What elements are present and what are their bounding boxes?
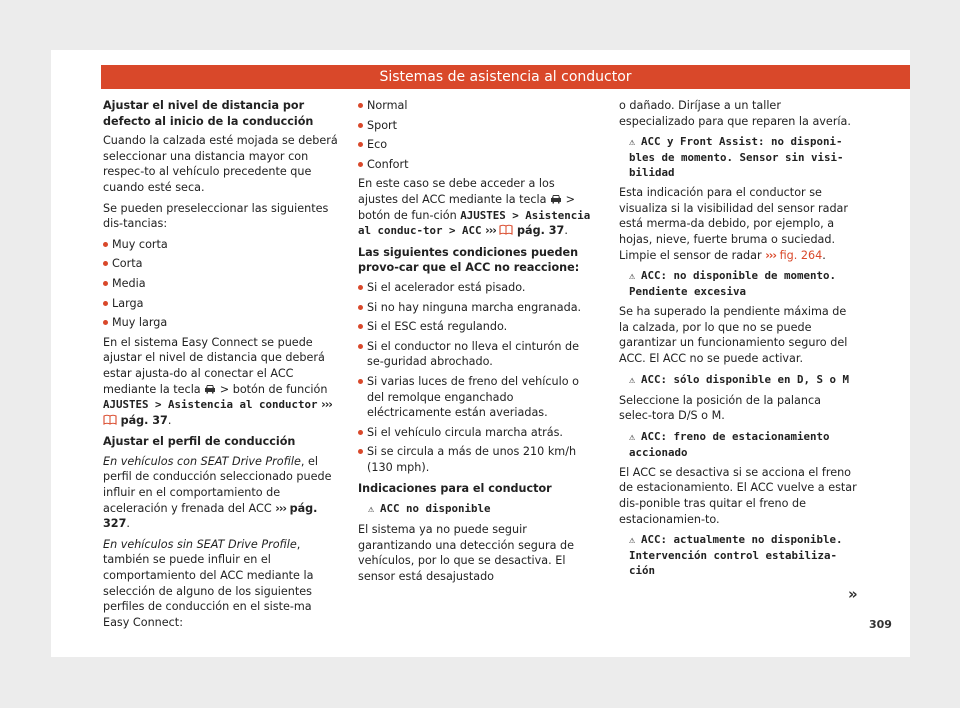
list-item: Muy corta — [103, 237, 341, 253]
menu-path: AJUSTES > Asistencia al conduc-tor > ACC — [358, 208, 591, 238]
paragraph-parking-brake: El ACC se desactiva si se acciona el freno de estacionamiento. El ACC vuelve a estar dis-ponible tras quitar el freno de estacionamien-to. — [619, 465, 857, 526]
paragraph-with-drive-profile: En vehículos con SEAT Drive Profile, el perfil de conducción seleccionado puede influir en el comportamiento de aceleración y frenada del ACC ››› pág. 327. — [103, 454, 332, 531]
column-right — [619, 98, 857, 583]
list-item: Normal — [358, 98, 596, 114]
heading-drive-profile: Ajustar el perfil de conducción — [103, 435, 296, 449]
list-item: Si se circula a más de unos 210 km/h (130 mph). — [358, 444, 596, 475]
car-icon — [550, 194, 562, 204]
column-left — [103, 98, 341, 635]
driver-message: ⚠ ACC: sólo disponible en D, S o M — [629, 372, 850, 386]
driver-message: ⚠ ACC: actualmente no disponible. Intervención control estabiliza-ción — [629, 533, 843, 578]
car-icon — [204, 384, 216, 394]
heading-default-distance: Ajustar el nivel de distancia por defecto al inicio de la conducción — [103, 99, 314, 128]
driver-message: ⚠ ACC: no disponible de momento. Pendiente excesiva — [629, 269, 837, 299]
manual-page — [51, 50, 910, 657]
page-number: 309 — [869, 618, 892, 631]
vehicle-message-icon: ⚠ — [629, 137, 636, 149]
list-item: Media — [103, 276, 341, 292]
list-item: Sport — [358, 118, 596, 134]
paragraph-selector-lever: Seleccione la posición de la palanca selec-tora D/S o M. — [619, 393, 821, 423]
manual-book-icon — [499, 224, 513, 235]
list-item: Si varias luces de freno del vehículo o del remolque enganchado eléctricamente están averiadas. — [358, 374, 596, 421]
paragraph-wet-road: Cuando la calzada esté mojada se deberá seleccionar una distancia mayor con respec-to al vehículo precedente que cuando esté seca. — [103, 134, 338, 194]
list-item: Corta — [103, 256, 341, 272]
heading-conditions: Las siguientes condiciones pueden provo-car que el ACC no reaccione: — [358, 245, 580, 275]
profile-list — [358, 98, 596, 172]
paragraph-without-drive-profile: En vehículos sin SEAT Drive Profile, también se puede influir en el comportamiento del ACC mediante la selección de alguno de los siguientes perfiles de conducción en el siste-ma Easy Connect: — [103, 537, 314, 629]
list-item: Confort — [358, 157, 596, 173]
paragraph-sensor-visibility: Esta indicación para el conductor se visualiza si la visibilidad del sensor radar está merma-da debido, por ejemplo, a hojas, nieve, fuerte bruma o suciedad. Limpie el sensor de radar ››› fig. 264. — [619, 186, 849, 262]
driver-message: ⚠ ACC y Front Assist: no disponi-bles de momento. Sensor sin visi-bilidad — [629, 135, 844, 180]
list-item: Larga — [103, 296, 341, 312]
vehicle-message-icon: ⚠ — [629, 431, 636, 443]
vehicle-message-icon: ⚠ — [629, 374, 636, 386]
vehicle-message-icon: ⚠ — [629, 535, 636, 547]
paragraph-workshop: o dañado. Diríjase a un taller especializado para que reparen la avería. — [619, 99, 851, 128]
paragraph-acc-settings: En este caso se debe acceder a los ajustes del ACC mediante la tecla > botón de fun-ción AJUSTES > Asistencia al conduc-tor > ACC ››› pág. 37. — [358, 177, 591, 238]
menu-path: AJUSTES > Asistencia al conductor — [103, 398, 318, 412]
list-item: Si el acelerador está pisado. — [358, 280, 596, 296]
manual-book-icon — [103, 414, 117, 425]
list-item: Si el ESC está regulando. — [358, 319, 596, 335]
paragraph-preselect: Se pueden preseleccionar las siguientes dis-tancias: — [103, 201, 329, 231]
distance-list — [103, 237, 341, 331]
list-item: Muy larga — [103, 315, 341, 331]
continue-mark: » — [848, 585, 858, 603]
vehicle-message-icon: ⚠ — [368, 504, 375, 516]
column-middle — [358, 98, 596, 589]
figure-reference-link[interactable]: fig. 264 — [779, 248, 823, 262]
page-reference-link[interactable]: pág. 37 — [517, 224, 565, 238]
page-reference-link[interactable]: pág. 37 — [120, 413, 168, 427]
conditions-list — [358, 280, 596, 476]
list-item: Si no hay ninguna marcha engranada. — [358, 300, 596, 316]
page-reference-link[interactable]: pág. 327 — [103, 501, 318, 531]
heading-driver-messages: Indicaciones para el conductor — [358, 482, 552, 496]
driver-message: ⚠ ACC no disponible — [368, 502, 491, 516]
list-item: Si el vehículo circula marcha atrás. — [358, 425, 596, 441]
list-item: Si el conductor no lleva el cinturón de se-guridad abrochado. — [358, 339, 596, 370]
paragraph-easy-connect: En el sistema Easy Connect se puede ajustar el nivel de distancia que deberá estar ajusta-do al conectar el ACC mediante la tecla > botón de función AJUSTES > Asistencia al conductor ››› pág. 37. — [103, 335, 332, 427]
paragraph-slope: Se ha superado la pendiente máxima de la calzada, por lo que no se puede garantizar un funcionamiento seguro del ACC. El ACC no se puede activar. — [619, 305, 848, 365]
paragraph-acc-unavailable: El sistema ya no puede seguir garantizando una detección segura de vehículos, por lo que se desactiva. El sensor está desajustado — [358, 523, 574, 583]
section-header: Sistemas de asistencia al conductor — [101, 65, 910, 89]
vehicle-message-icon: ⚠ — [629, 271, 636, 283]
driver-message: ⚠ ACC: freno de estacionamiento accionado — [629, 429, 830, 459]
list-item: Eco — [358, 137, 596, 153]
